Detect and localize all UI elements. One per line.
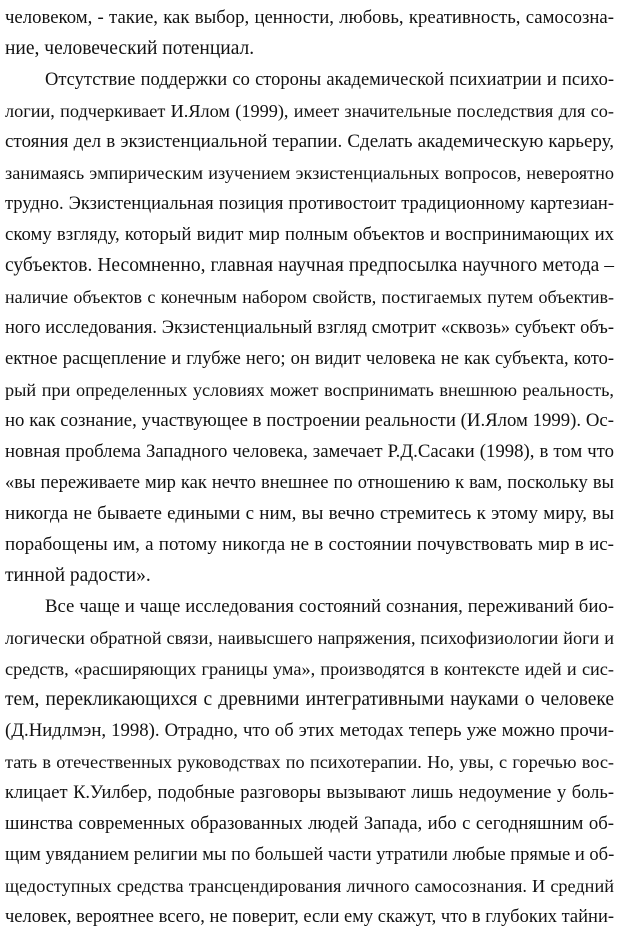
text-line: субъектов. Несомненно, главная научная предпосылка научного метода –	[5, 255, 614, 276]
text-line: Отсутствие поддержки со стороны академической психиатрии и психо-	[45, 70, 614, 90]
text-line: логии, подчеркивает И.Ялом (1999), имеет значительные последствия для со-	[5, 101, 614, 121]
text-line: шинства современных образованных людей Запада, ибо с сегодняшним об-	[5, 813, 614, 834]
text-line: рый при определенных условиях может воспринимать внешнюю реальность,	[5, 380, 614, 400]
text-line: ние, человеческий потенциал.	[5, 38, 255, 59]
text-line: тать в отечественных руководствах по психотерапии. Но, увы, с горечью вос-	[5, 752, 614, 772]
text-line: средств, «расширяющих границы ума», производятся в контексте идей и сис-	[5, 659, 614, 679]
text-line: тем, перекликающихся с древними интегративными науками о человеке	[5, 689, 614, 710]
text-line: порабощены им, а потому никогда не в состоянии почувствовать мир в ис-	[5, 534, 614, 555]
text-line: клицает К.Уилбер, подобные разговоры вызывают лишь недоумение у боль-	[5, 783, 614, 803]
text-line: щим увяданием религии мы по большей части утратили любые прямые и об-	[5, 845, 615, 865]
text-line: щедоступных средства трансцендирования личного самосознания. И средний	[5, 876, 614, 896]
text-line: (Д.Нидлмэн, 1998). Отрадно, что об этих методах теперь уже можно прочи-	[5, 720, 614, 741]
text-line: человеком, - такие, как выбор, ценности, любовь, креативность, самосозна-	[5, 7, 614, 28]
text-line: стояния дел в экзистенциальной терапии. Сделать академическую карьеру,	[5, 131, 614, 152]
text-line: человек, вероятнее всего, не поверит, если ему скажут, что в глубоких тайни-	[5, 907, 614, 927]
text-line: Все чаще и чаще исследования состояний сознания, переживаний био-	[45, 596, 614, 617]
text-line: трудно. Экзистенциальная позиция противостоит традиционному картезиан-	[5, 194, 614, 214]
text-line: ного исследования. Экзистенциальный взгляд смотрит «сквозь» субъект объ-	[5, 318, 614, 338]
text-line: скому взгляду, который видит мир полным объектов и воспринимающих их	[5, 224, 614, 245]
text-line: логически обратной связи, наивысшего напряжения, психофизиологии йоги и	[5, 628, 614, 648]
text-line: ектное расщепление и глубже него; он видит человека не как субъекта, кото-	[5, 349, 614, 369]
text-line: наличие объектов с конечным набором свойств, постигаемых путем объектив-	[5, 287, 614, 307]
text-line: никогда не бываете едиными с ним, вы вечно стремитесь к этому миру, вы	[5, 503, 614, 524]
text-line: тинной радости».	[5, 565, 151, 586]
text-line: новная проблема Западного человека, замечает Р.Д.Сасаки (1998), в том что	[5, 441, 614, 462]
text-line: но как сознание, участвующее в построении реальности (И.Ялом 1999). Ос-	[5, 410, 614, 431]
text-line: «вы переживаете мир как нечто внешнее по отношению к вам, поскольку вы	[5, 473, 614, 493]
text-line: занимаясь эмпирическим изучением экзистенциальных вопросов, невероятно	[5, 163, 614, 183]
